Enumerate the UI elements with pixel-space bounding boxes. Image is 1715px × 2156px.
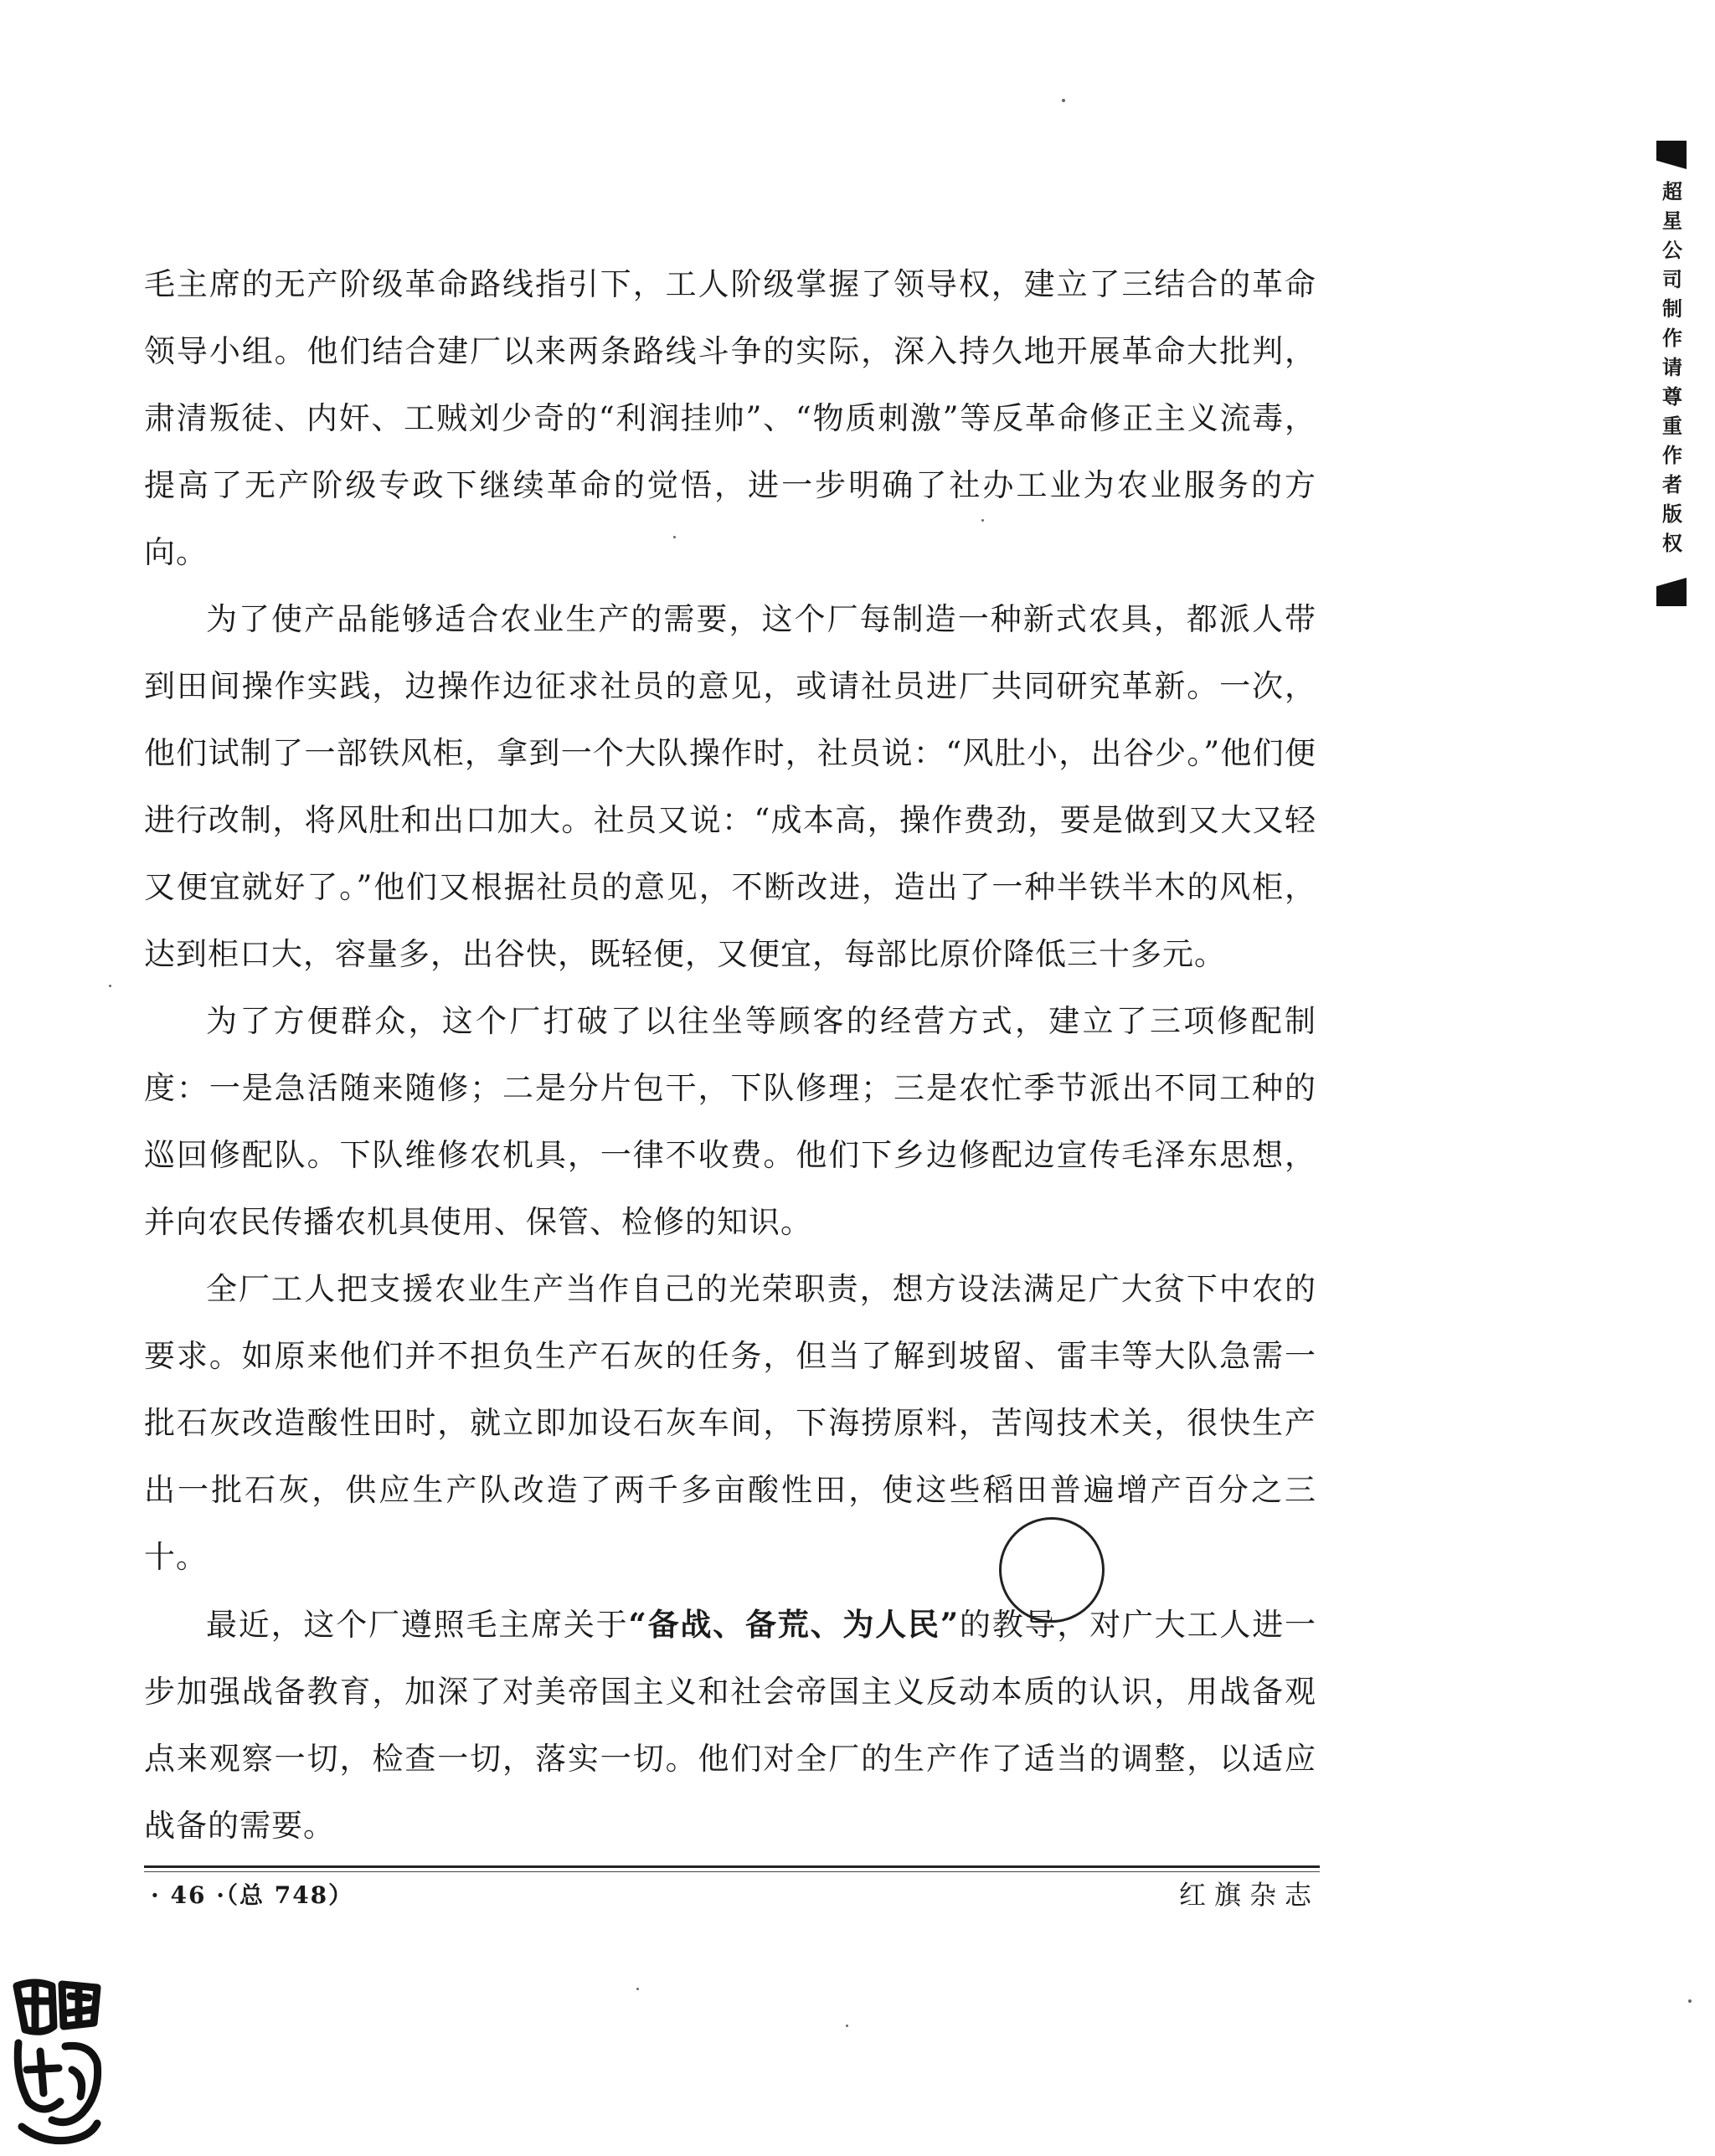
scan-speck: [981, 519, 984, 522]
scan-speck: [846, 2025, 848, 2027]
paragraph-3: 为了方便群众，这个厂打破了以往坐等顾客的经营方式，建立了三项修配制度：一是急活随来随修；二是分片包干，下队修理；三是农忙季节派出不同工种的巡回修配队。下队维修农机具，一律不收费。他们下乡边修配边宣传毛泽东思想，并向农民传播农机具使用、保管、检修的知识。: [144, 1003, 1316, 1240]
seal-stamp-icon: [10, 1976, 104, 2148]
footer-rule: [144, 1865, 1320, 1868]
scan-speck: [673, 536, 676, 538]
page-number: · 46 ·（总 748）: [151, 1881, 354, 1909]
copyright-notice: 超星公司制作请尊重作者版权: [1662, 180, 1682, 555]
paragraph-5: [144, 1591, 1316, 1860]
paragraph-4: 全厂工人把支援农业生产当作自己的光荣职责，想方设法满足广大贫下中农的要求。如原来他们并不担负生产石灰的任务，但当了解到坡留、雷丰等大队急需一批石灰改造酸性田时，就立即加设石灰车间，下海捞原料，苦闯技术关，很快生产出一批石灰，供应生产队改造了两千多亩酸性田，使这些稻田普遍增产百分之三十。: [144, 1271, 1316, 1575]
scan-speck: [636, 1988, 639, 1990]
publication-name: 红旗杂志: [1178, 1879, 1320, 1911]
paragraph-2: 为了使产品能够适合农业生产的需要，这个厂每制造一种新式农具，都派人带到田间操作实践，边操作边征求社员的意见，或请社员进厂共同研究革新。一次，他们试制了一部铁风柜，拿到一个大队操作时，社员说：“风肚小，出谷少。”他们便进行改制，将风肚和出口加大。社员又说：“成本高，操作费劲，要是做到又大又轻又便宜就好了。”他们又根据社员的意见，不断改进，造出了一种半铁半木的风柜，达到柜口大，容量多，出谷快，既轻便，又便宜，每部比原价降低三十多元。: [144, 601, 1316, 972]
scan-speck: [109, 985, 111, 987]
strip-top-bar: [1656, 141, 1687, 169]
paragraph-5-start: 最近，这个厂遵照毛主席关于: [206, 1607, 629, 1643]
copyright-strip: [1656, 141, 1693, 606]
slogan-emphasis: “备战、备荒、为人民”: [628, 1606, 960, 1643]
scan-speck: [1688, 1999, 1692, 2003]
ink-circle-mark: [999, 1517, 1105, 1623]
scan-speck: [1062, 99, 1065, 102]
paragraph-1: 毛主席的无产阶级革命路线指引下，工人阶级掌握了领导权，建立了三结合的革命领导小组。他们结合建厂以来两条路线斗争的实际，深入持久地开展革命大批判，肃清叛徒、内奸、工贼刘少奇的“利润挂帅”、“物质刺激”等反革命修正主义流毒，提高了无产阶级专政下继续革命的觉悟，进一步明确了社办工业为农业服务的方向。: [144, 266, 1316, 570]
article-body: [144, 251, 1316, 1860]
strip-bottom-bar: [1656, 578, 1687, 606]
paragraph-5-rest: 的教导，对广大工人进一步加强战备教育，加深了对美帝国主义和社会帝国主义反动本质的认识，用战备观点来观察一切，检查一切，落实一切。他们对全厂的生产作了适当的调整，以适应战备的需要。: [144, 1607, 1316, 1844]
